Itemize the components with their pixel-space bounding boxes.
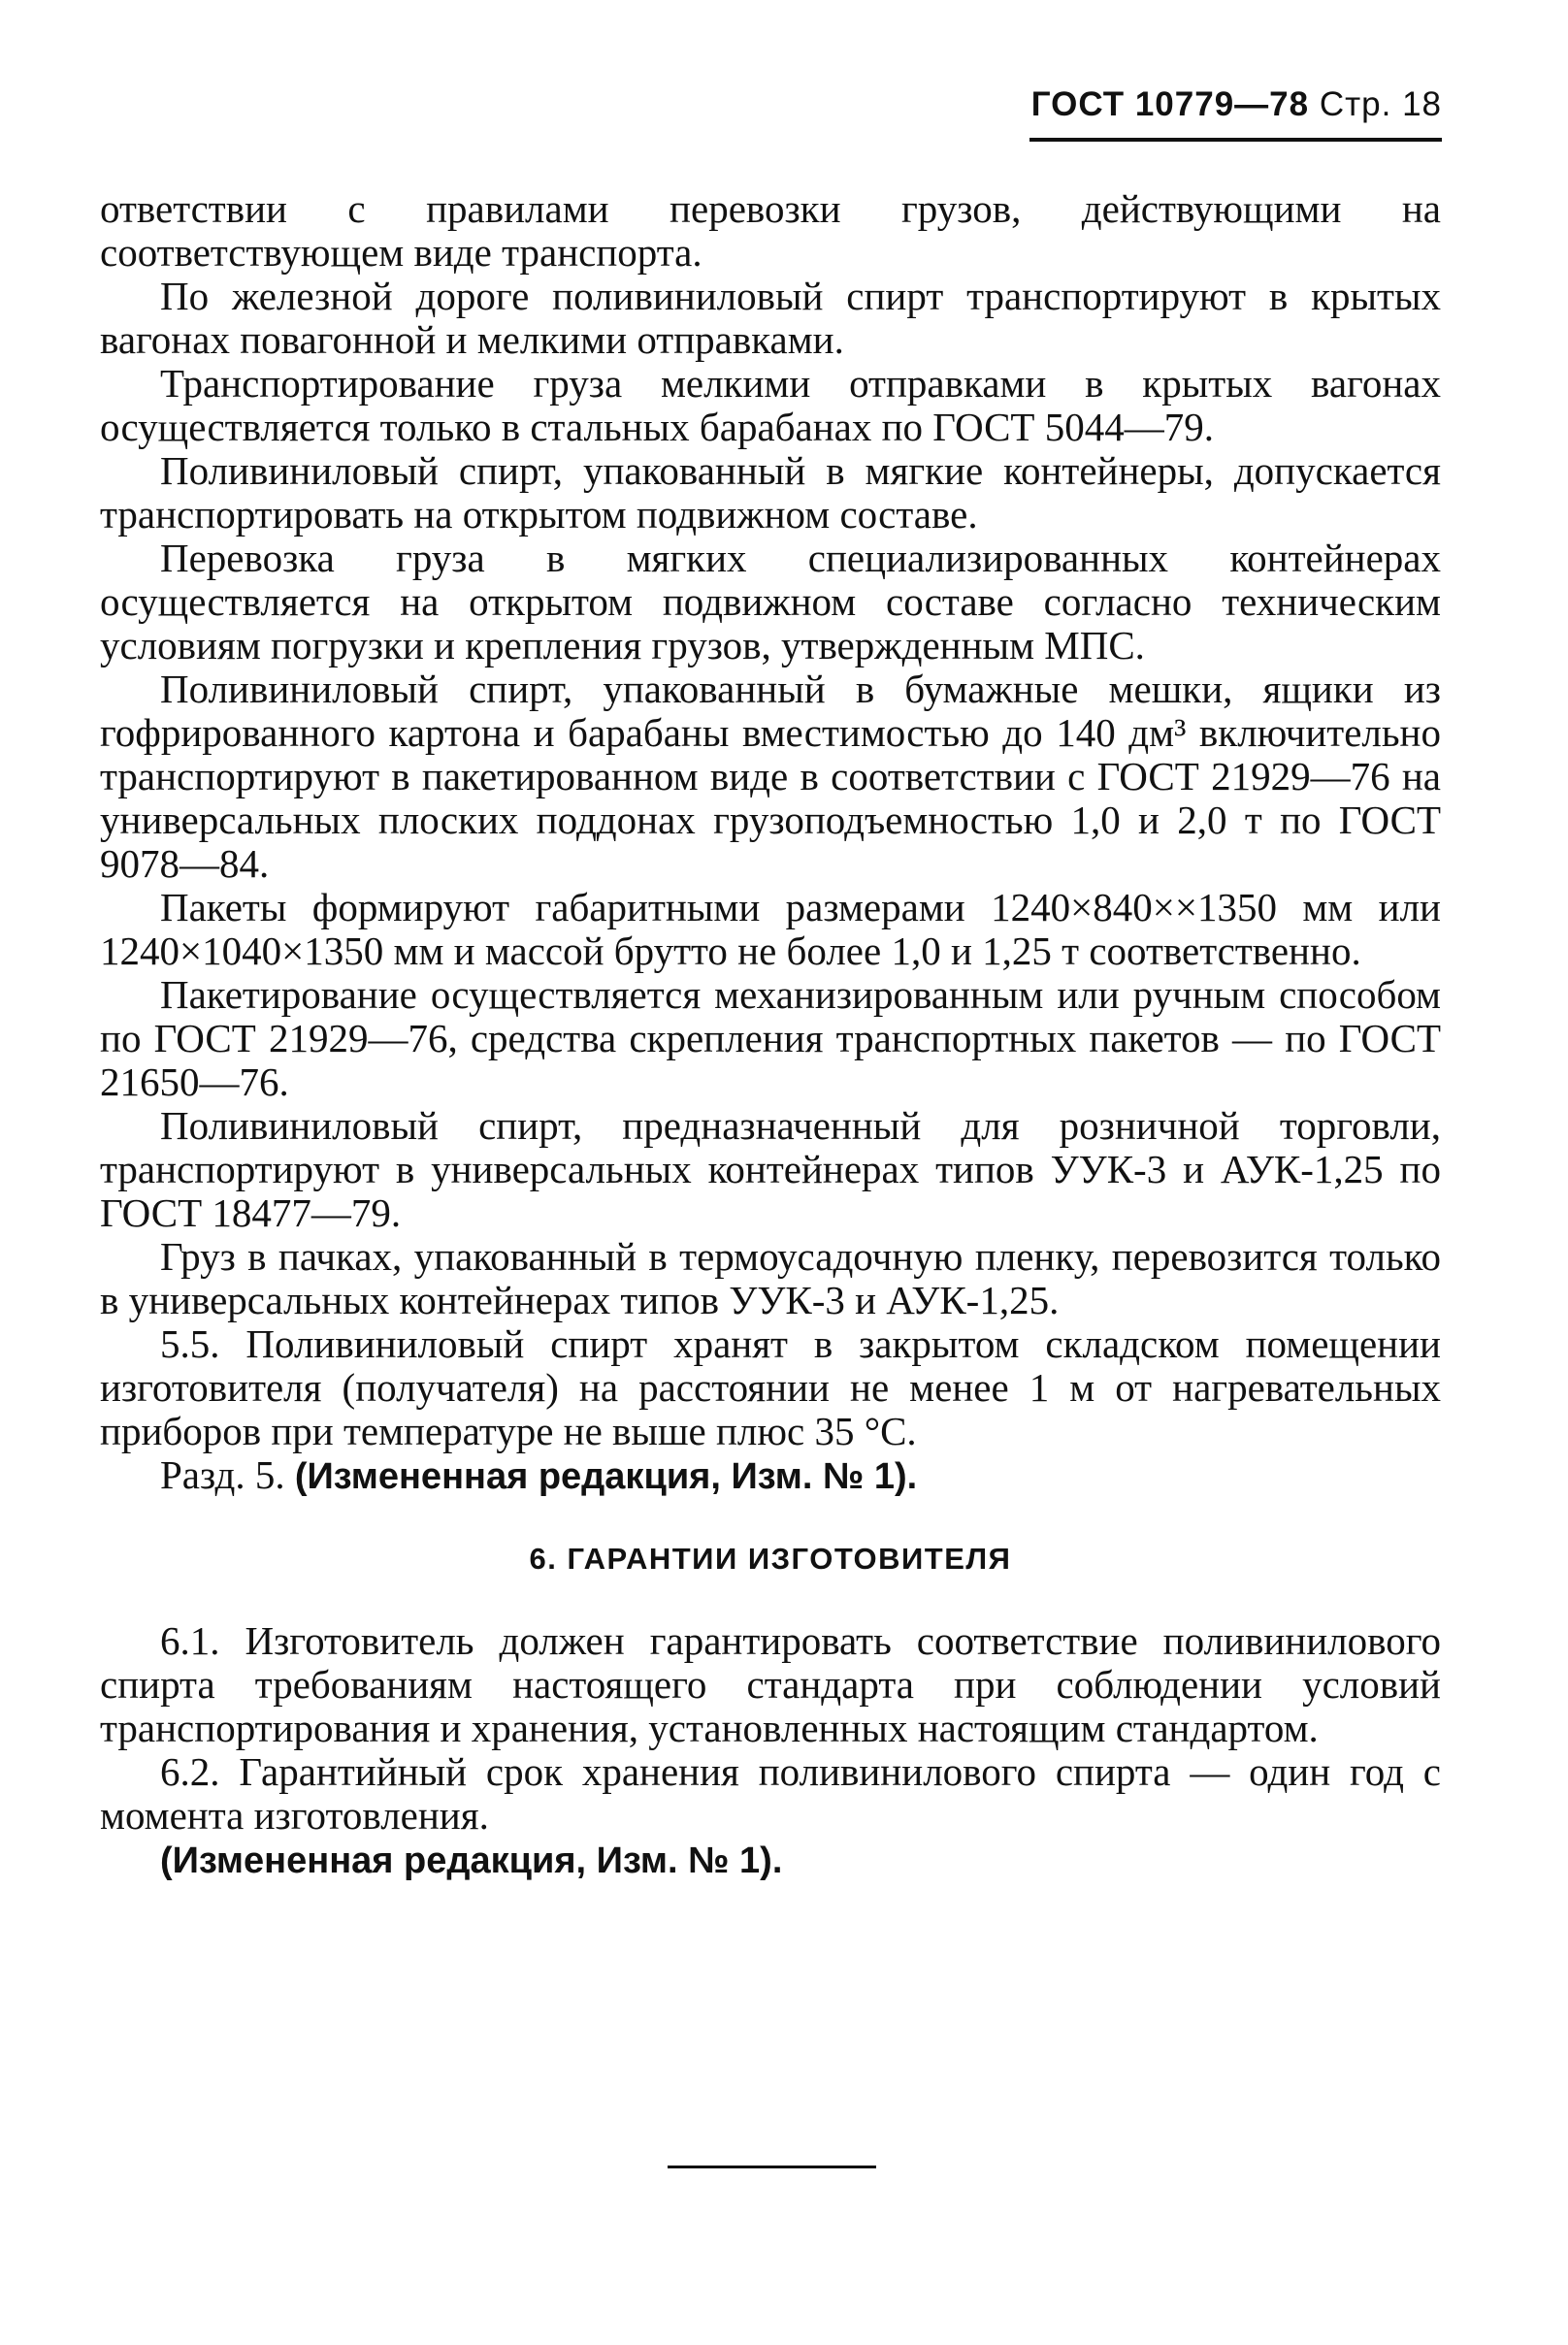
paragraph-6-2: 6.2. Гарантийный срок хранения поливинилового спирта — один год с момента изготовления. [100, 1749, 1441, 1838]
paragraph-continuation: ответствии с правилами перевозки грузов, действующими на соответствующем виде транспорта. [100, 186, 1441, 275]
document-body [100, 187, 1441, 1884]
paragraph-specialized-containers: Перевозка груза в мягких специализированных контейнерах осуществляется на открытом подвижном составе согласно техническим условиям погрузки и крепления грузов, утвержденным МПС. [100, 536, 1441, 668]
paragraph-packaging-method: Пакетирование осуществляется механизированным или ручным способом по ГОСТ 21929—76, средства скрепления транспортных пакетов — по ГОСТ 21650—76. [100, 972, 1441, 1104]
paragraph-soft-containers: Поливиниловый спирт, упакованный в мягкие контейнеры, допускается транспортировать на открытом подвижном составе. [100, 448, 1441, 537]
paragraph-small-shipments: Транспортирование груза мелкими отправками в крытых вагонах осуществляется только в стальных барабанах по ГОСТ 5044—79. [100, 361, 1441, 449]
section6-title: 6. ГАРАНТИИ ИЗГОТОВИТЕЛЯ [529, 1542, 1012, 1576]
page-number: Стр. 18 [1319, 85, 1442, 123]
section6-edit-note: (Измененная редакция, Изм. № 1). [160, 1840, 783, 1881]
paragraph-railway: По железной дороге поливиниловый спирт транспортируют в крытых вагонах повагонной и мелкими отправками. [100, 274, 1441, 362]
section5-edit-note [100, 1453, 1441, 1499]
paragraph-retail: Поливиниловый спирт, предназначенный для розничной торговли, транспортируют в универсальных контейнерах типов УУК-3 и АУК-1,25 по ГОСТ 18477—79. [100, 1103, 1441, 1235]
paragraph-storage: 5.5. Поливиниловый спирт хранят в закрытом складском помещении изготовителя (получателя) на расстоянии не менее 1 м от нагревательных приборов при температуре не выше плюс 35 °С. [100, 1321, 1441, 1453]
section5-note-prefix: Разд. 5. [160, 1452, 285, 1497]
paragraph-packaged-form: Поливиниловый спирт, упакованный в бумажные мешки, ящики из гофрированного картона и барабаны вместимостью до 140 дм³ включительно транспортируют в пакетированном виде в соответствии с ГОСТ 21929—76 на универсальных плоских поддонах грузоподъемностью 1,0 и 2,0 т по ГОСТ 9078—84. [100, 667, 1441, 886]
page-header [1031, 85, 1442, 124]
paragraph-6-1: 6.1. Изготовитель должен гарантировать соответствие поливинилового спирта требованиям настоящего стандарта при соблюдении условий транспортирования и хранения, установленных настоящим стандартом. [100, 1618, 1441, 1750]
section5-edit-label: (Измененная редакция, Изм. № 1). [294, 1456, 918, 1497]
end-rule [668, 2166, 876, 2168]
paragraph-shrink-film: Груз в пачках, упакованный в термоусадочную пленку, перевозится только в универсальных контейнерах типов УУК-3 и АУК-1,25. [100, 1234, 1441, 1322]
standard-number: ГОСТ 10779—78 [1030, 85, 1310, 123]
paragraph-package-dimensions: Пакеты формируют габаритными размерами 1240×840××1350 мм или 1240×1040×1350 мм и массой брутто не более 1,0 и 1,25 т соответственно. [100, 885, 1441, 973]
header-rule [1029, 138, 1442, 142]
